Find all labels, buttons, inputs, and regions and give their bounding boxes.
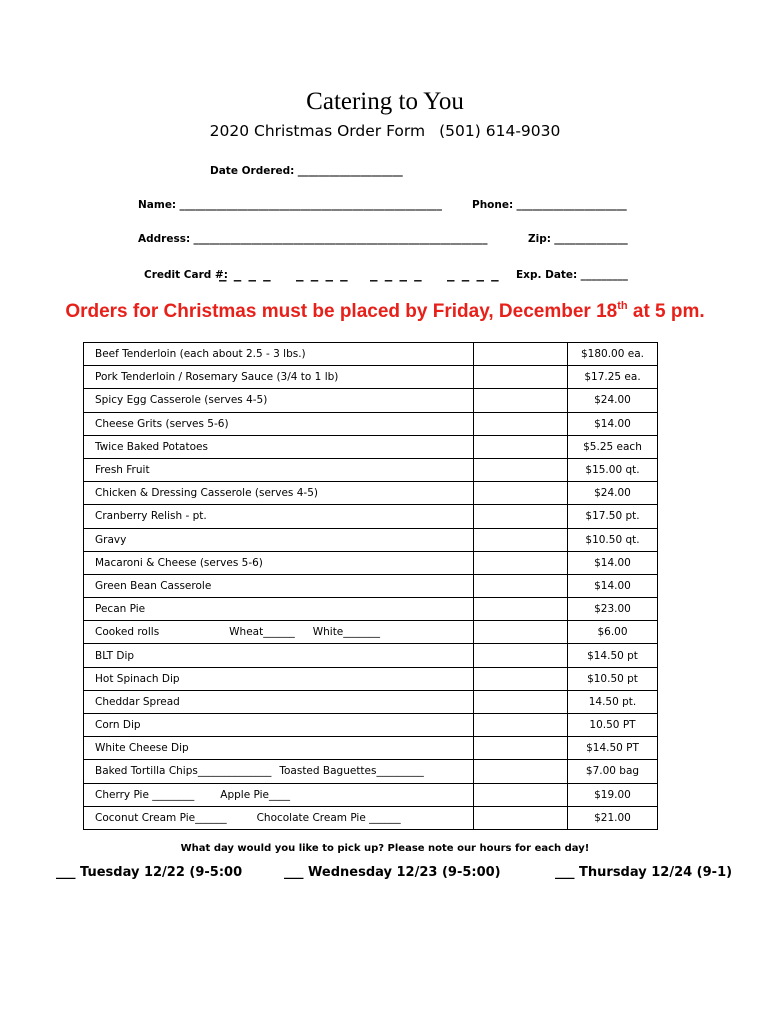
menu-item-cell [84, 366, 474, 389]
menu-item-cell [84, 806, 474, 829]
menu-table [83, 342, 658, 830]
quantity-cell[interactable] [474, 505, 568, 528]
menu-item-name: White Cheese Dip [95, 742, 189, 755]
menu-item-cell [84, 737, 474, 760]
date-ordered-label: Date Ordered: [210, 165, 295, 177]
quantity-cell[interactable] [474, 435, 568, 458]
menu-item-price: $14.00 [568, 551, 658, 574]
date-ordered-line[interactable]: ____________________ [297, 165, 403, 177]
quantity-cell[interactable] [474, 621, 568, 644]
quantity-cell[interactable] [474, 574, 568, 597]
quantity-cell[interactable] [474, 598, 568, 621]
menu-item-name: Macaroni & Cheese (serves 5-6) [95, 556, 263, 569]
menu-item-name: Cranberry Relish - pt. [95, 510, 207, 523]
date-ordered-field[interactable] [210, 165, 403, 177]
menu-row [84, 690, 658, 713]
menu-row [84, 760, 658, 783]
menu-item-name: Pork Tenderloin / Rosemary Sauce (3/4 to 1 lb) [95, 371, 339, 384]
quantity-cell[interactable] [474, 528, 568, 551]
zip-label: Zip: [528, 233, 551, 245]
menu-item-name: BLT Dip [95, 649, 135, 662]
menu-item-cell [84, 598, 474, 621]
credit-card-field[interactable] [144, 269, 228, 281]
quantity-cell[interactable] [474, 412, 568, 435]
menu-row [84, 644, 658, 667]
phone-label: Phone: [472, 199, 514, 211]
menu-row [84, 505, 658, 528]
menu-item-option[interactable]: White_______ [312, 626, 381, 639]
menu-item-price: $14.00 [568, 412, 658, 435]
menu-row [84, 435, 658, 458]
menu-item-cell [84, 458, 474, 481]
menu-item-cell [84, 389, 474, 412]
menu-item-price: $15.00 qt. [568, 458, 658, 481]
menu-item-name: Hot Spinach Dip [95, 672, 180, 685]
quantity-cell[interactable] [474, 737, 568, 760]
menu-item-name: Coconut Cream Pie______ [95, 811, 227, 824]
menu-row [84, 714, 658, 737]
menu-item-cell [84, 760, 474, 783]
menu-item-name: Cheddar Spread [95, 695, 180, 708]
menu-item-cell [84, 435, 474, 458]
order-deadline-notice [0, 300, 770, 323]
menu-item-price: 14.50 pt. [568, 690, 658, 713]
menu-item-option[interactable]: Toasted Baguettes_________ [279, 765, 424, 778]
quantity-cell[interactable] [474, 343, 568, 366]
menu-item-name: Pecan Pie [95, 603, 146, 616]
menu-item-price: $14.50 PT [568, 737, 658, 760]
menu-item-cell [84, 505, 474, 528]
menu-item-name: Green Bean Casserole [95, 579, 212, 592]
credit-card-group-2[interactable]: _ _ _ _ [296, 264, 349, 282]
menu-item-option[interactable]: Chocolate Cream Pie ______ [256, 811, 401, 824]
menu-item-option[interactable]: Apple Pie____ [220, 788, 290, 801]
menu-item-name: Chicken & Dressing Casserole (serves 4-5) [95, 487, 318, 500]
menu-item-cell [84, 482, 474, 505]
menu-item-cell [84, 528, 474, 551]
menu-row [84, 783, 658, 806]
menu-item-cell [84, 412, 474, 435]
quantity-cell[interactable] [474, 458, 568, 481]
notice-text: Orders for Christmas must be placed by Friday, December 18 [65, 301, 618, 322]
name-label: Name: [138, 199, 177, 211]
name-field[interactable] [138, 199, 442, 211]
notice-superscript: th [617, 300, 628, 312]
menu-item-cell [84, 714, 474, 737]
address-field[interactable] [138, 233, 488, 245]
menu-item-cell [84, 551, 474, 574]
menu-item-price: $23.00 [568, 598, 658, 621]
quantity-cell[interactable] [474, 806, 568, 829]
name-line[interactable]: __________________________________________________ [179, 199, 442, 211]
pickup-thursday[interactable]: ___ Thursday 12/24 (9-1) [555, 865, 733, 880]
menu-item-cell [84, 690, 474, 713]
menu-item-price: $19.00 [568, 783, 658, 806]
menu-item-price: $21.00 [568, 806, 658, 829]
menu-item-name: Twice Baked Potatoes [95, 440, 208, 453]
quantity-cell[interactable] [474, 783, 568, 806]
menu-row [84, 737, 658, 760]
form-title: Catering to You [306, 88, 464, 115]
quantity-cell[interactable] [474, 482, 568, 505]
menu-row [84, 806, 658, 829]
menu-row [84, 343, 658, 366]
menu-row [84, 389, 658, 412]
form-subtitle [0, 122, 770, 140]
zip-field[interactable] [528, 233, 628, 245]
menu-row [84, 551, 658, 574]
menu-row [84, 366, 658, 389]
menu-item-price: $10.50 pt [568, 667, 658, 690]
menu-item-price: $5.25 each [568, 435, 658, 458]
menu-item-price: $14.00 [568, 574, 658, 597]
menu-item-cell [84, 667, 474, 690]
menu-item-cell [84, 574, 474, 597]
quantity-cell[interactable] [474, 551, 568, 574]
menu-item-cell [84, 343, 474, 366]
menu-item-option[interactable]: Wheat______ [229, 626, 295, 639]
menu-row [84, 482, 658, 505]
menu-item-name: Fresh Fruit [95, 464, 150, 477]
menu-item-name: Baked Tortilla Chips______________ [95, 765, 272, 778]
phone-field[interactable] [472, 199, 627, 211]
pickup-tuesday[interactable]: ___ Tuesday 12/22 (9-5:00 [56, 865, 243, 880]
menu-item-cell [84, 621, 474, 644]
menu-item-price: $10.50 qt. [568, 528, 658, 551]
notice-text-end: at 5 pm. [627, 301, 705, 322]
menu-row [84, 621, 658, 644]
quantity-cell[interactable] [474, 760, 568, 783]
menu-item-name: Cherry Pie ________ [95, 788, 195, 801]
order-form-name: 2020 Christmas Order Form [209, 122, 426, 140]
quantity-cell[interactable] [474, 714, 568, 737]
menu-row [84, 667, 658, 690]
pickup-question: What day would you like to pick up? Please note our hours for each day! [180, 843, 590, 854]
menu-row [84, 458, 658, 481]
menu-row [84, 598, 658, 621]
menu-item-name: Gravy [95, 533, 127, 546]
menu-item-price: 10.50 PT [568, 714, 658, 737]
zip-line[interactable]: ______________ [554, 233, 628, 245]
business-phone: (501) 614-9030 [439, 122, 561, 140]
menu-item-price: $17.50 pt. [568, 505, 658, 528]
credit-card-group-1[interactable]: _ _ _ _ [219, 264, 272, 282]
menu-item-price: $14.50 pt [568, 644, 658, 667]
quantity-cell[interactable] [474, 690, 568, 713]
quantity-cell[interactable] [474, 389, 568, 412]
menu-item-price: $24.00 [568, 482, 658, 505]
menu-row [84, 412, 658, 435]
menu-item-cell [84, 783, 474, 806]
phone-line[interactable]: _____________________ [516, 199, 627, 211]
exp-date-field[interactable] [516, 269, 628, 281]
menu-row [84, 574, 658, 597]
menu-item-price: $17.25 ea. [568, 366, 658, 389]
credit-card-group-4[interactable]: _ _ _ _ [447, 264, 500, 282]
menu-item-price: $6.00 [568, 621, 658, 644]
menu-item-price: $24.00 [568, 389, 658, 412]
menu-item-name: Cheese Grits (serves 5-6) [95, 417, 229, 430]
quantity-cell[interactable] [474, 644, 568, 667]
pickup-wednesday[interactable]: ___ Wednesday 12/23 (9-5:00) [284, 865, 501, 880]
menu-row [84, 528, 658, 551]
menu-item-price: $7.00 bag [568, 760, 658, 783]
quantity-cell[interactable] [474, 667, 568, 690]
address-line[interactable]: ________________________________________________________ [193, 233, 488, 245]
exp-date-label: Exp. Date: [516, 269, 578, 281]
menu-item-name: Cooked rolls [95, 626, 160, 639]
menu-item-name: Beef Tenderloin (each about 2.5 - 3 lbs.) [95, 348, 306, 361]
menu-item-price: $180.00 ea. [568, 343, 658, 366]
quantity-cell[interactable] [474, 366, 568, 389]
menu-item-name: Spicy Egg Casserole (serves 4-5) [95, 394, 268, 407]
exp-date-line[interactable]: _________ [580, 269, 628, 281]
address-label: Address: [138, 233, 191, 245]
credit-card-group-3[interactable]: _ _ _ _ [370, 264, 423, 282]
menu-item-cell [84, 644, 474, 667]
menu-item-name: Corn Dip [95, 719, 141, 732]
credit-card-label: Credit Card #: [144, 269, 228, 281]
